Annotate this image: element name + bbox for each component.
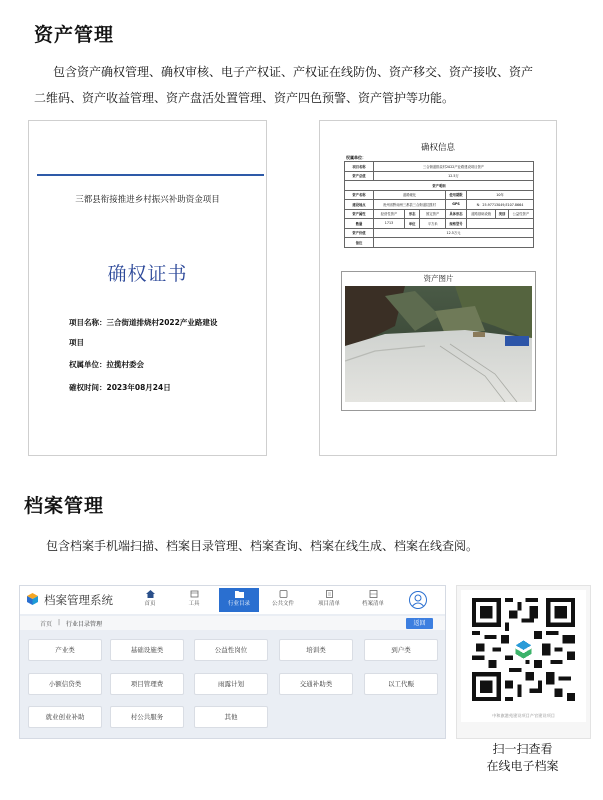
confirm-info-title: 确权信息 [420, 143, 455, 153]
nav-archive-list-label: 档案清单 [361, 601, 384, 607]
nav-tools[interactable] [176, 588, 212, 612]
archive-topbar [20, 586, 445, 614]
certificate-time: 確权时间：2023年08月24日 [69, 383, 171, 392]
table-row [345, 162, 534, 172]
table-row [345, 228, 534, 238]
section-heading-archive: 档案管理 [24, 495, 105, 517]
table-cell: 资产总值 [345, 171, 374, 181]
category-button[interactable]: 公益性岗位 [194, 639, 268, 661]
certificate-project-header: 三都县衔接推进乡村振兴补助资金项目 [75, 195, 220, 205]
table-cell [466, 219, 533, 229]
list-icon [325, 590, 334, 598]
table-cell: 数量 [345, 219, 374, 229]
asset-paragraph-line2: 二维码、资产收益管理、资产盘活处置管理、资产四色预警、资产管护等功能。 [34, 91, 455, 105]
table-cell: GPS [446, 200, 467, 210]
table-row [345, 209, 534, 219]
archive-app-title: 档案管理系统 [44, 593, 113, 607]
table-cell: 形态 [404, 209, 419, 219]
category-button[interactable]: 产业类 [28, 639, 102, 661]
breadcrumb-current: 行业目录管理 [66, 621, 103, 628]
nav-industry-catalog[interactable] [219, 588, 259, 612]
breadcrumb-home[interactable]: 首页 [40, 621, 53, 628]
back-button[interactable]: 返回 [406, 618, 433, 629]
qr-inner [461, 590, 586, 722]
table-cell: 道路硬化 [374, 190, 446, 200]
nav-home[interactable] [132, 588, 168, 612]
table-cell: 公益性资产 [508, 209, 533, 219]
certificate-project-name: 项目名称：三合街道排烧村2022产业路建设 [69, 318, 218, 327]
table-cell [374, 238, 534, 248]
category-button[interactable]: 培训类 [279, 639, 353, 661]
category-button[interactable]: 交通补助类 [279, 673, 353, 695]
breadcrumb [20, 616, 445, 630]
table-cell: 类别 [496, 209, 508, 219]
cube-logo-icon [27, 593, 38, 605]
table-cell: 规格型号 [446, 219, 467, 229]
nav-industry-catalog-label: 行业目录 [227, 601, 250, 607]
table-cell: 资产名称 [345, 190, 374, 200]
scan-text-line2: 在线电子档案 [486, 759, 559, 773]
table-cell: 资产明细 [345, 181, 534, 191]
asset-photo-box [341, 271, 536, 411]
table-cell: 使用期限 [446, 190, 467, 200]
table-cell: 资产价值 [345, 228, 374, 238]
table-cell: 具体形态 [446, 209, 467, 219]
confirm-info-table [344, 161, 534, 248]
folder-icon [235, 590, 244, 598]
nav-tools-label: 工具 [188, 601, 200, 607]
certificate-project-name-cont: 项目 [69, 338, 84, 347]
table-cell: 资产属性 [345, 209, 374, 219]
qr-caption: 中和旗港苑建设项目产官建设项目 [492, 713, 555, 718]
table-cell: 项目名称 [345, 162, 374, 172]
section-heading-asset: 资产管理 [34, 24, 115, 46]
certificate-card [28, 120, 267, 456]
table-cell: 经营性资产 [374, 209, 405, 219]
archive-icon [369, 590, 378, 598]
category-button[interactable]: 就业创业补助 [28, 706, 102, 728]
category-button[interactable]: 到户类 [364, 639, 438, 661]
archive-system-screenshot [19, 585, 446, 739]
file-icon [279, 590, 288, 598]
table-cell: 备注 [345, 238, 374, 248]
certificate-title: 确权证书 [107, 263, 188, 285]
category-button[interactable]: 雨露计划 [194, 673, 268, 695]
table-cell: 建设地点 [345, 200, 374, 210]
user-avatar-icon[interactable] [409, 591, 427, 609]
table-cell: 固定资产 [420, 209, 446, 219]
table-cell: 贵州省黔南州三都县三合街道拉揽村 [374, 200, 446, 210]
nav-project-list[interactable] [308, 588, 350, 612]
nav-archive-list[interactable] [352, 588, 394, 612]
breadcrumb-separator: | [58, 619, 61, 626]
table-row [345, 238, 534, 248]
table-cell: 道路基础设施 [466, 209, 495, 219]
certificate-owner: 权属单位：拉揽村委会 [69, 360, 144, 369]
nav-public-files-label: 公共文件 [271, 601, 294, 607]
table-row [345, 190, 534, 200]
category-button[interactable]: 其他 [194, 706, 268, 728]
asset-paragraph-line1: 包含资产确权管理、确权审核、电子产权证、产权证在线防伪、资产移交、资产接收、资产 [53, 65, 534, 79]
table-cell: 10年 [466, 190, 533, 200]
table-cell: N：25.97713049,E107.8664 [466, 200, 533, 210]
category-button[interactable]: 基础设施类 [110, 639, 184, 661]
table-cell: 12.5万元 [374, 228, 534, 238]
asset-photo [345, 286, 532, 402]
certificate-divider [37, 174, 264, 176]
category-button[interactable]: 村公共服务 [110, 706, 184, 728]
category-button[interactable]: 小额信贷类 [28, 673, 102, 695]
table-cell: 平方米 [420, 219, 446, 229]
table-row [345, 171, 534, 181]
nav-project-list-label: 项目清单 [317, 601, 340, 607]
nav-home-label: 首页 [144, 601, 156, 607]
confirm-info-card [319, 120, 557, 456]
table-row [345, 200, 534, 210]
road-photo-image [345, 286, 532, 402]
qr-code-icon[interactable] [472, 598, 575, 701]
table-row [345, 181, 534, 191]
table-cell: 单位 [404, 219, 419, 229]
tools-icon [190, 590, 199, 598]
confirm-info-unit-label: 权属单位： [346, 155, 366, 160]
qr-card [456, 585, 591, 739]
asset-photo-title: 资产图片 [423, 274, 454, 283]
table-row [345, 219, 534, 229]
home-icon [146, 590, 155, 598]
table-cell: 1713 [374, 219, 405, 229]
archive-paragraph: 包含档案手机端扫描、档案目录管理、档案查询、档案在线生成、档案在线查阅。 [46, 539, 479, 553]
category-button[interactable]: 以工代赈 [364, 673, 438, 695]
scan-text-line1: 扫一扫查看 [492, 742, 553, 756]
category-button[interactable]: 项目管理费 [110, 673, 184, 695]
nav-public-files[interactable] [263, 588, 303, 612]
table-cell: 12.5万 [374, 171, 534, 181]
table-cell: 三合街道排烧村2022产业路建设项目资产 [374, 162, 534, 172]
